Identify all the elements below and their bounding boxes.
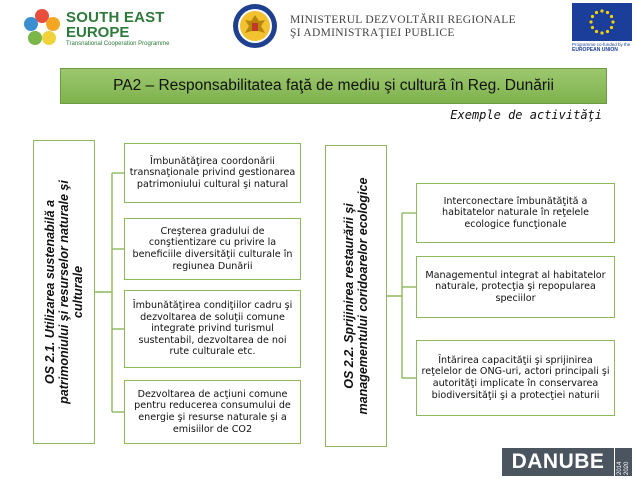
eu-caption-line2-text: EUROPEAN UNION bbox=[572, 47, 618, 53]
eu-star-icon bbox=[591, 26, 594, 29]
eu-star-icon bbox=[610, 15, 613, 18]
danube-logo bbox=[502, 448, 632, 476]
danube-logo-word: DANUBE bbox=[502, 448, 614, 476]
activity-2-1-2-text: Creşterea gradului de conştientizare cu privire la beneficiile diversităţii culturale în regiunea Dunării bbox=[132, 225, 293, 272]
eu-caption bbox=[572, 42, 632, 53]
eu-logo bbox=[572, 3, 632, 53]
page-title: PA2 – Responsabilitatea faţă de mediu şi cultură în Reg. Dunării bbox=[113, 77, 554, 94]
ministry-name bbox=[290, 14, 516, 40]
activity-2-2-1-text: Interconectare îmbunătăţită a habitatelor naturale în reţelele ecologice funcţionale bbox=[441, 195, 590, 230]
activity-2-1-1 bbox=[124, 143, 301, 203]
eu-star-icon bbox=[610, 26, 613, 29]
eu-caption-line2 bbox=[572, 47, 632, 53]
programme-logo-line1: SOUTH EAST bbox=[66, 9, 165, 26]
activity-2-2-2 bbox=[416, 256, 615, 318]
activity-2-1-2 bbox=[124, 218, 301, 280]
activity-2-1-3 bbox=[124, 290, 301, 368]
eu-star-icon bbox=[589, 20, 592, 23]
connector-os1-trunk bbox=[95, 173, 112, 412]
eu-star-icon bbox=[600, 31, 603, 34]
activity-2-1-4 bbox=[124, 380, 301, 444]
eu-star-icon bbox=[595, 30, 598, 33]
activity-2-1-3-text: Îmbunătăţirea condiţiilor cadru şi dezvoltarea de soluţii comune integrate privind turismul sustentabil, dezvoltarea de noi rute culturale etc. bbox=[132, 300, 293, 358]
eu-star-icon bbox=[606, 11, 609, 14]
activity-2-2-1 bbox=[416, 183, 615, 243]
activity-2-2-3-text: Întărirea capacităţii şi sprijinirea reţelelor de ONG-uri, actori principali şi autorităţi implicate în conservarea biodiversităţii şi a protecţiei naturii bbox=[421, 354, 610, 401]
objective-2-1-box bbox=[33, 140, 95, 444]
eu-star-icon bbox=[591, 15, 594, 18]
objective-2-2-label: OS 2.2. Sprijinirea restaurării şi managementului coridoarelor ecologice bbox=[342, 177, 370, 415]
eu-star-icon bbox=[595, 11, 598, 14]
programme-logo-line3: Transnational Cooperation Programme bbox=[66, 41, 170, 47]
danube-year-start: 2014 bbox=[617, 461, 623, 475]
activity-2-1-1-text: Îmbunătăţirea coordonării transnaţionale privind gestionarea patrimoniului cultural şi natural bbox=[129, 155, 296, 190]
eu-star-icon bbox=[611, 20, 614, 23]
activity-2-1-4-text: Dezvoltarea de acţiuni comune pentru reducerea consumului de energie şi resurse naturale şi a emisiilor de CO2 bbox=[134, 388, 291, 435]
ministry-line1: MINISTERUL DEZVOLTĂRII REGIONALE bbox=[290, 14, 516, 26]
danube-logo-years bbox=[615, 448, 632, 476]
flower-logo-icon bbox=[22, 8, 62, 48]
eu-star-icon bbox=[600, 9, 603, 12]
objective-2-1-label: OS 2.1. Utilizarea sustenabilă a patrimoniului şi resurselor naturale şi culturale bbox=[43, 180, 85, 404]
activity-2-2-3 bbox=[416, 340, 615, 416]
danube-year-end: 2020 bbox=[624, 461, 630, 475]
eu-caption-line1: Programme co-funded by the bbox=[572, 42, 631, 47]
objective-2-2-box bbox=[325, 145, 387, 447]
activity-2-2-2-text: Managementul integrat al habitatelor naturale, protecţia şi repopularea speciilor bbox=[425, 269, 606, 304]
ministry-line2: ŞI ADMINISTRAŢIEI PUBLICE bbox=[290, 27, 455, 39]
eu-star-icon bbox=[606, 30, 609, 33]
title-bar bbox=[60, 68, 607, 104]
programme-logo-line2: EUROPE bbox=[66, 24, 130, 41]
eu-flag-icon bbox=[572, 3, 632, 41]
connector-os2-trunk bbox=[387, 213, 402, 378]
south-east-europe-logo bbox=[22, 6, 182, 52]
activities-subtitle: Exemple de activităţi bbox=[450, 108, 602, 122]
government-seal-icon bbox=[232, 3, 278, 49]
